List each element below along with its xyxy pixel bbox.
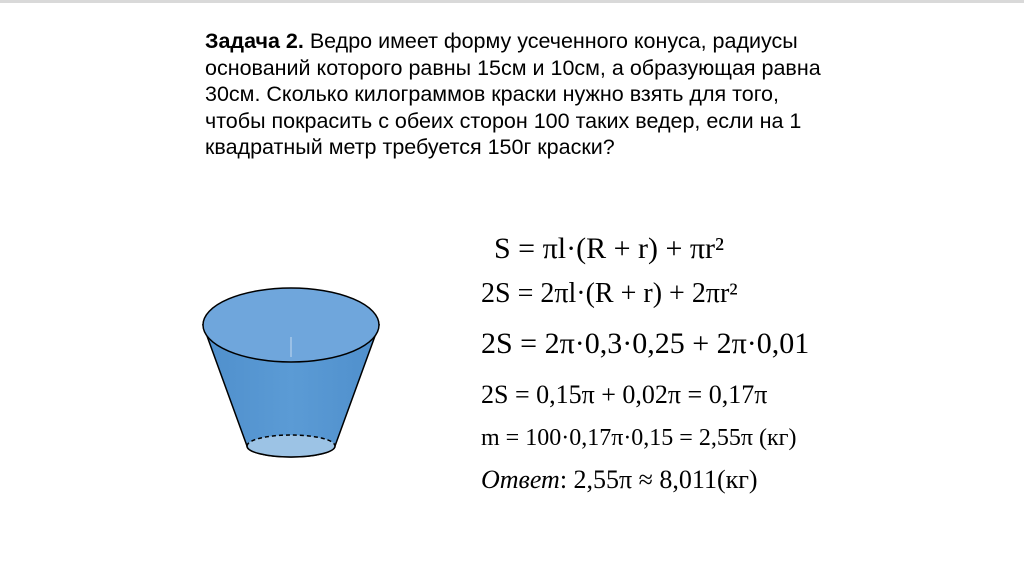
- formula-mass: m = 100·0,17π·0,15 = 2,55π (кг): [481, 425, 797, 451]
- formula-double-surface: 2S = 2πl·(R + r) + 2πr²: [481, 278, 738, 309]
- answer-value: : 2,55π ≈ 8,011(кг): [559, 465, 758, 494]
- problem-statement: [205, 28, 845, 161]
- top-border: [0, 0, 1024, 3]
- problem-text: Ведро имеет форму усеченного конуса, радиусы оснований которого равны 15см и 10см, а образующая равна 30см. Сколько килограммов краски нужно взять для того, чтобы покрасить с обеих сторон 100 таких ведер, если на 1 квадратный метр требуется 150г краски?: [205, 29, 821, 159]
- answer-label: Ответ: [481, 465, 560, 494]
- formula-substitution: 2S = 2π·0,3·0,25 + 2π·0,01: [481, 327, 810, 360]
- formula-answer: [481, 465, 758, 495]
- bucket-figure: [195, 275, 395, 475]
- problem-title: Задача 2.: [205, 29, 304, 53]
- formula-surface: S = πl·(R + r) + πr²: [494, 232, 725, 265]
- formula-result: 2S = 0,15π + 0,02π = 0,17π: [481, 380, 768, 409]
